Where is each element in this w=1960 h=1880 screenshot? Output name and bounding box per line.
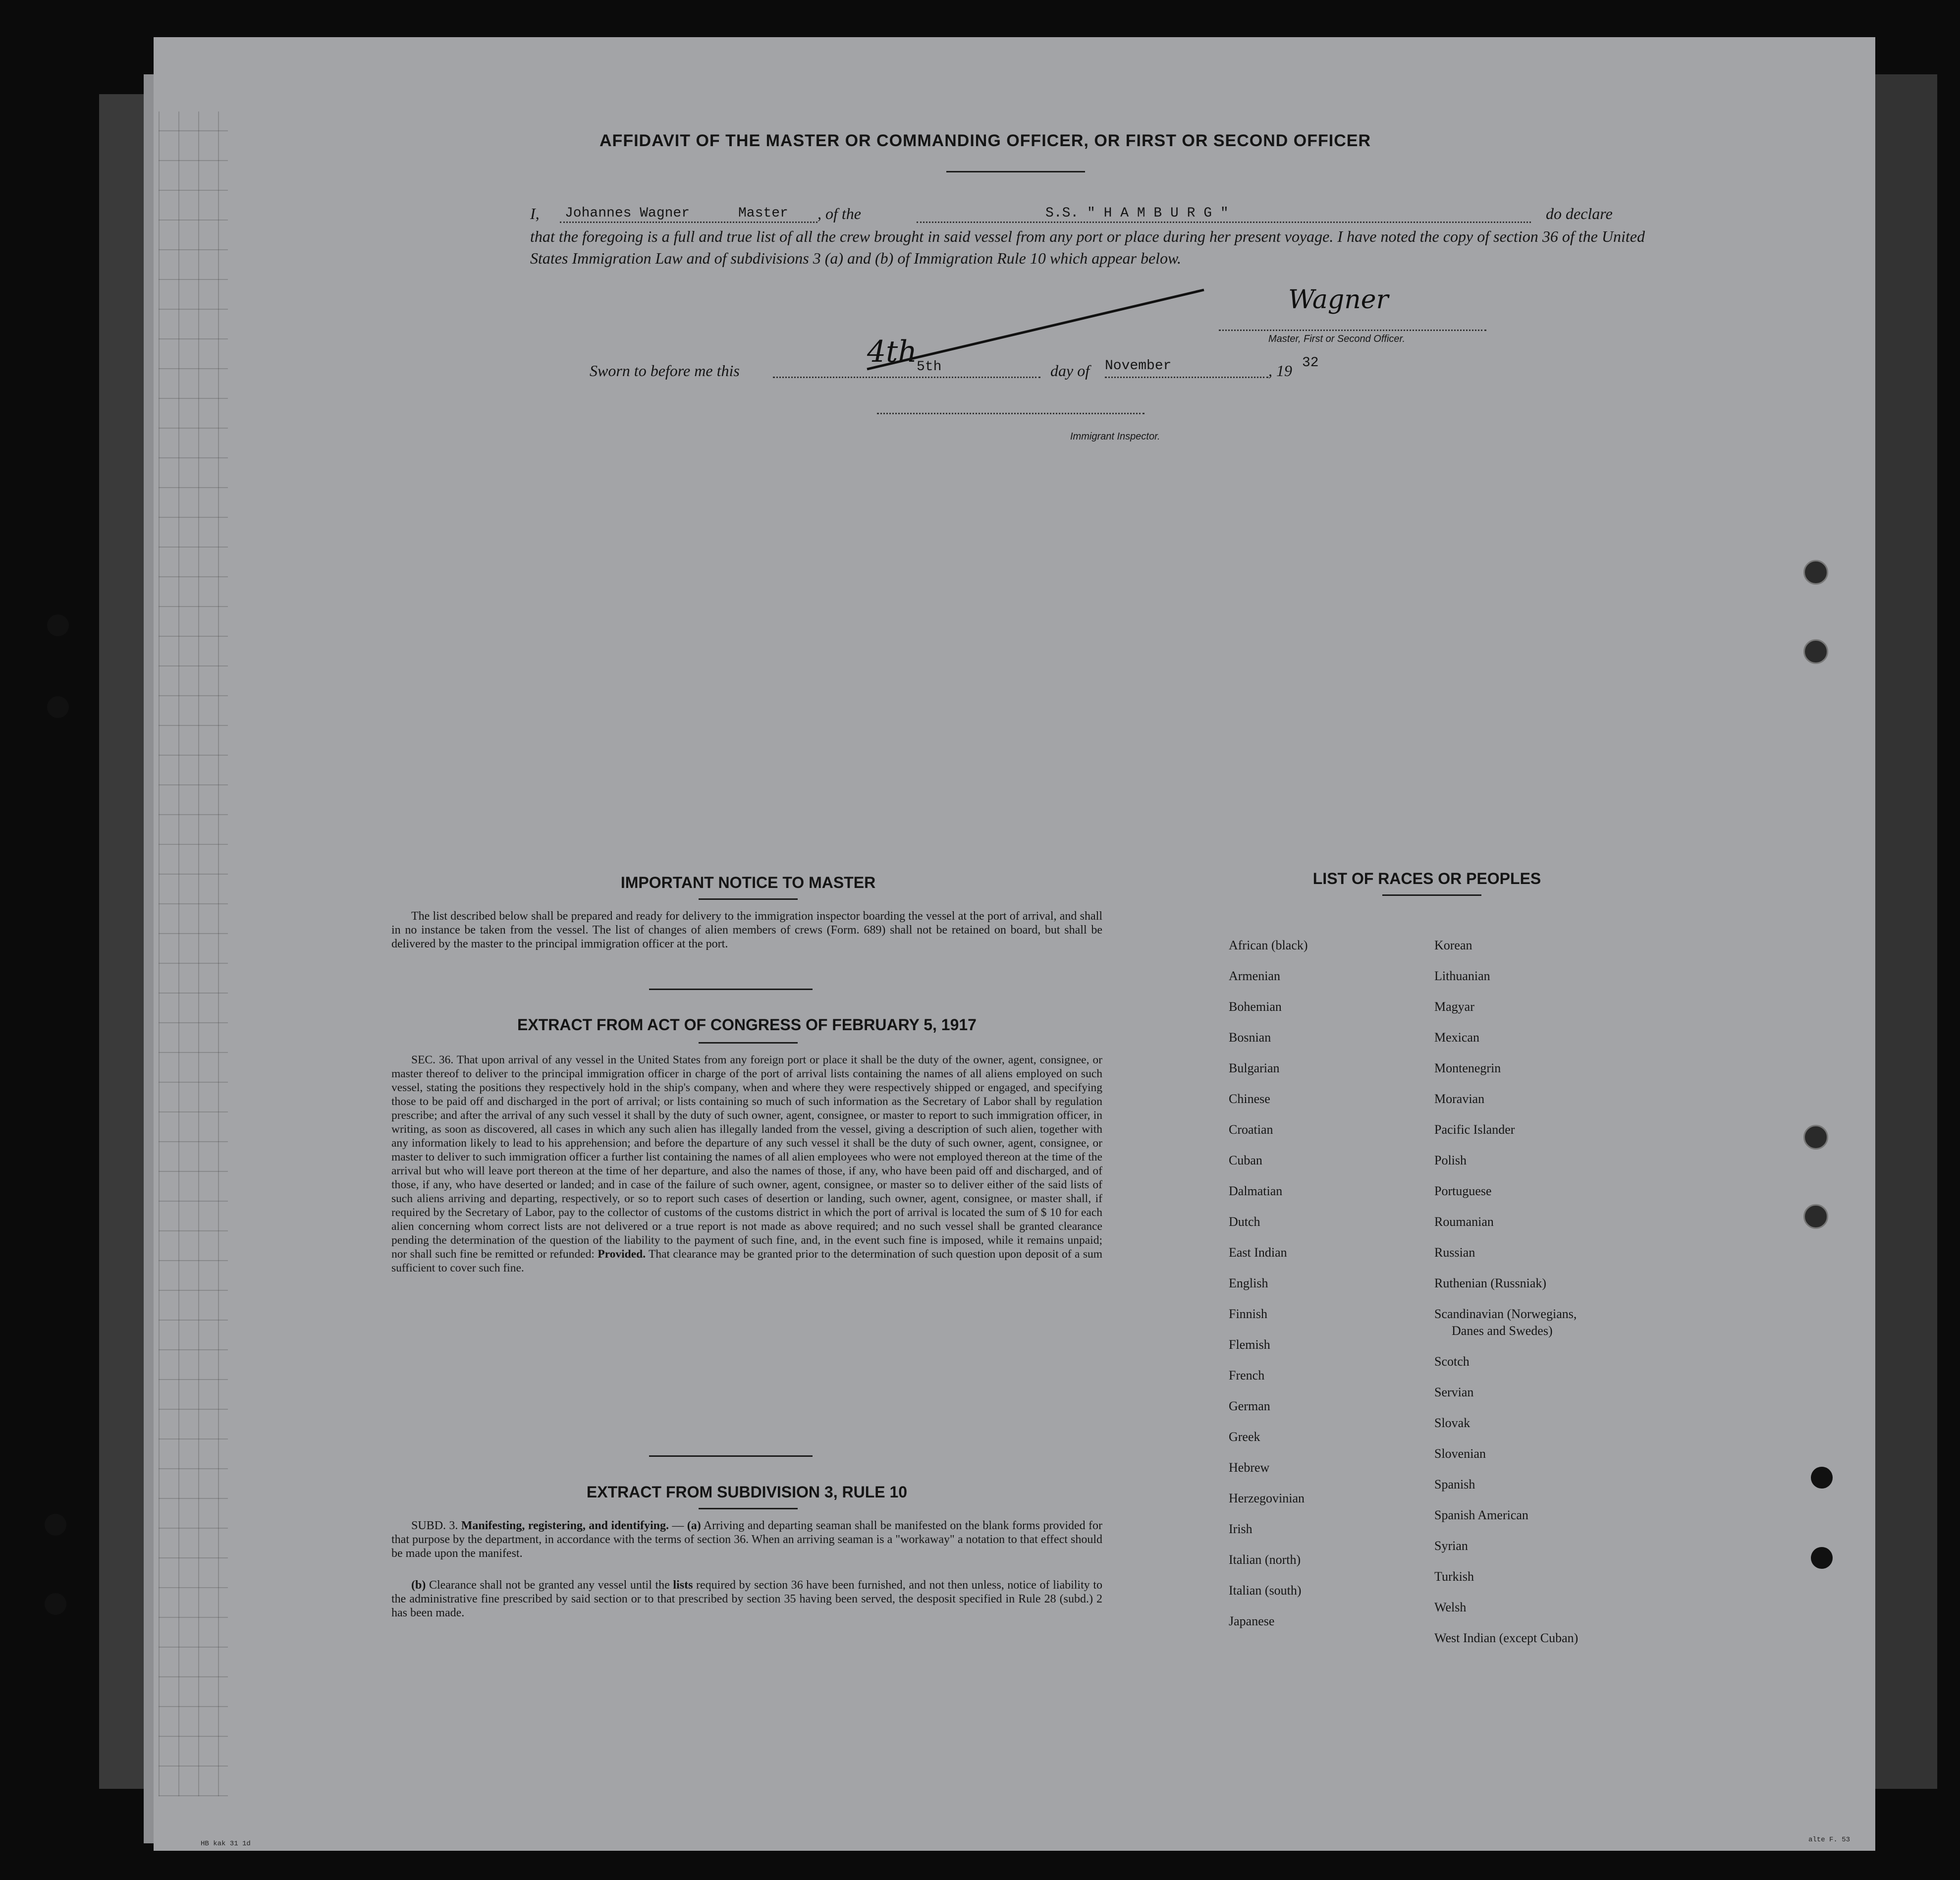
do-declare-label: do declare — [1546, 205, 1613, 222]
title-rule — [946, 171, 1085, 172]
rule-a-marker: (a) — [687, 1519, 701, 1532]
rule-a-heading: Manifesting, registering, and identifying. — [461, 1519, 669, 1532]
rule-title: EXTRACT FROM SUBDIVISION 3, RULE 10 — [586, 1483, 908, 1501]
race-item: Roumanian — [1434, 1215, 1494, 1229]
race-item: Italian (north) — [1229, 1552, 1301, 1567]
race-item: African (black) — [1229, 938, 1308, 952]
race-item: Chinese — [1229, 1092, 1270, 1106]
rule-b-lists: lists — [673, 1579, 693, 1592]
affidavit-body: that the foregoing is a full and true list of all the crew brought in said vessel from any port or place during her present voyage. I have noted the copy of section 36 of the United States Immigration Law and of subdivisions 3 (a) and (b) of Immigration Rule 10 which appear below. — [530, 227, 1645, 267]
rule-a-body: Arriving and departing seaman shall be manifested on the blank forms provided for that purpose by the department, in accordance with the terms of section 36. When an arriving seaman is a "workaway" a notation to that effect should be made upon the manifest. — [391, 1519, 1103, 1560]
race-item: Danes and Swedes) — [1452, 1324, 1553, 1338]
ledger-grid — [159, 111, 228, 1796]
day-of-label: day of — [1050, 362, 1090, 380]
signature-caption: Master, First or Second Officer. — [1268, 333, 1406, 344]
punch-hole — [47, 614, 69, 636]
act-title: EXTRACT FROM ACT OF CONGRESS OF FEBRUARY 5, 1917 — [517, 1016, 977, 1034]
footer-left-code: HB kak 31 1d — [201, 1840, 251, 1848]
race-item: Finnish — [1229, 1307, 1268, 1321]
affidavit-title: AFFIDAVIT OF THE MASTER OR COMMANDING OFFICER, OR FIRST OR SECOND OFFICER — [599, 131, 1371, 150]
race-item: Bohemian — [1229, 999, 1282, 1014]
races-rule — [1382, 894, 1481, 896]
race-item: Flemish — [1229, 1337, 1270, 1352]
act-provided: Provided. — [598, 1248, 646, 1261]
race-item: English — [1229, 1276, 1268, 1290]
sworn-label: Sworn to before me this — [590, 362, 740, 380]
race-item: Dalmatian — [1229, 1184, 1283, 1198]
inspector-line — [877, 413, 1144, 414]
race-item: Scotch — [1434, 1354, 1470, 1369]
vessel-line — [917, 221, 1531, 223]
act-rule — [699, 1042, 798, 1044]
race-item: Spanish — [1434, 1477, 1475, 1492]
race-item: Herzegovinian — [1229, 1491, 1305, 1505]
race-item: Russian — [1434, 1245, 1475, 1260]
act-text-end: That clearance may be granted prior to the determination of such question upon deposit of a sum sufficient to cover such fine. — [391, 1248, 1103, 1274]
race-item: Servian — [1434, 1385, 1474, 1399]
notice-rule — [699, 898, 798, 900]
race-item: West Indian (except Cuban) — [1434, 1631, 1579, 1645]
race-item: East Indian — [1229, 1245, 1287, 1260]
sworn-year: 32 — [1302, 355, 1319, 371]
inspector-caption: Immigrant Inspector. — [1070, 431, 1160, 442]
officer-signature: Wagner — [1288, 285, 1389, 315]
punch-hole — [47, 696, 69, 718]
race-item: Turkish — [1434, 1569, 1474, 1584]
affidavit-prefix: I, — [530, 205, 540, 222]
race-item: Ruthenian (Russniak) — [1434, 1276, 1547, 1290]
race-item: Lithuanian — [1434, 969, 1490, 983]
sworn-day-overwrite: 4th — [867, 334, 917, 369]
race-item: Dutch — [1229, 1215, 1260, 1229]
race-item: French — [1229, 1368, 1265, 1382]
race-item: Italian (south) — [1229, 1583, 1302, 1598]
notice-title: IMPORTANT NOTICE TO MASTER — [620, 874, 876, 891]
race-item: Spanish American — [1434, 1508, 1528, 1522]
rule-rule — [699, 1508, 798, 1509]
name-line — [560, 221, 817, 223]
race-item: Korean — [1434, 938, 1472, 952]
races-title: LIST OF RACES OR PEOPLES — [1312, 870, 1541, 887]
document-page — [154, 37, 1875, 1851]
master-name: Johannes Wagner — [565, 206, 690, 221]
notice-body: The list described below shall be prepared and ready for delivery to the immigration inspector boarding the vessel at the port of arrival, and shall in no instance be taken from the vessel. The list of changes of alien members of crews (Form. 689) shall not be retained on board, but shall be delivered by the master to the principal immigration officer at the port. — [391, 910, 1102, 950]
race-item: Magyar — [1434, 999, 1474, 1014]
act-body — [391, 1053, 1102, 1275]
master-rank: Master — [738, 206, 788, 221]
race-item: Armenian — [1229, 969, 1280, 983]
punch-hole — [1811, 1467, 1833, 1489]
notice-divider — [649, 989, 813, 990]
race-item: Scandinavian (Norwegians, — [1434, 1307, 1577, 1321]
sworn-month: November — [1105, 358, 1172, 374]
punch-hole — [45, 1593, 66, 1615]
year-prefix: , 19 — [1268, 362, 1292, 380]
of-the-label: , of the — [817, 205, 861, 222]
rule-b-body1: Clearance shall not be granted any vessel until the — [429, 1579, 670, 1592]
act-divider — [649, 1455, 813, 1457]
race-item: Irish — [1229, 1522, 1252, 1536]
race-item: Moravian — [1434, 1092, 1485, 1106]
vessel-name: S.S. " H A M B U R G " — [1045, 206, 1229, 221]
punch-hole — [1803, 639, 1828, 664]
punch-hole — [1803, 1125, 1828, 1150]
punch-hole — [1803, 560, 1828, 585]
rule-a-lead: SUBD. 3. — [411, 1519, 458, 1532]
rule-sub-a: SUBD. 3. Manifesting, registering, and identifying. — (a) Arriving and departing seaman shall be manifested on the blank forms provided for that purpose by the department, in accordance with the terms of section 36. When an arriving seaman is a "workaway" a notation to that effect should be made upon the manifest. — [391, 1519, 1103, 1560]
race-item: Hebrew — [1229, 1460, 1270, 1475]
race-item: Bosnian — [1229, 1030, 1271, 1045]
rule-b-marker: (b) — [411, 1579, 426, 1592]
race-item: Pacific Islander — [1434, 1122, 1515, 1137]
race-item: Slovak — [1434, 1416, 1470, 1430]
race-item: Montenegrin — [1434, 1061, 1501, 1075]
race-item: Croatian — [1229, 1122, 1273, 1137]
race-item: Japanese — [1229, 1614, 1275, 1628]
race-item: Bulgarian — [1229, 1061, 1280, 1075]
race-item: Mexican — [1434, 1030, 1479, 1045]
punch-hole — [1803, 1204, 1828, 1229]
signature-line — [1219, 330, 1486, 331]
rule-b-body2: required by section 36 have been furnished, and not then unless, notice of liability to the administrative fine prescribed by said section or to that prescribed by section 35 having been served, the desposit specified in Rule 28 (subd.) 2 has been made. — [391, 1579, 1103, 1619]
race-item: German — [1229, 1399, 1270, 1413]
act-text: SEC. 36. That upon arrival of any vessel in the United States from any foreign port or place it shall be the duty of the owner, agent, consignee, or master thereof to deliver to the principal immigration officer in charge of the port of arrival lists containing the names of all aliens employed on such vessel, stating the positions they respectively hold in the ship's company, when and where they were respectively shipped or engaged, and specifying those to be paid off and discharged in the port of arrival; or lists containing so much of such information as the Secretary of Labor shall by regulation prescribe; and after the arrival of any such vessel it shall by the duty of such owner, agent, consignee, or master to report to such immigration officer, in writing, as soon as discovered, all cases in which any such alien has illegally landed from the vessel, giving a description of such alien, together with any information likely to lead to his apprehension; and before the departure of any such vessel it shall be the duty of such owner, agent, consignee, or master to deliver to such immigration officer a further list containing the names of all alien employees who were not employed thereon at the time of the arrival but who will leave port thereon at the time of her departure, and also the names of those, if any, who have been paid off and discharged, and of those, if any, who have deserted or landed; and in case of the failure of such owner, agent, consignee, or master so to deliver either of the said lists of such aliens arriving and departing, respectively, or so to report such cases of desertion or landing, such owner, agent, consignee, or master shall, if required by the Secretary of Labor, pay to the collector of customs of the customs district in which the port of arrival is located the sum of $ 10 for each alien concerning whom correct lists are not delivered or a true report is not made as above required; and no such vessel shall be granted clearance pending the determination of the question of the liability to the payment of such fine, and, in the event such fine is imposed, while it remains unpaid; nor shall such fine be remitted or refunded: — [391, 1053, 1102, 1261]
race-item: Slovenian — [1434, 1446, 1486, 1461]
punch-hole — [1811, 1547, 1833, 1569]
race-item: Welsh — [1434, 1600, 1467, 1614]
race-item: Portuguese — [1434, 1184, 1492, 1198]
race-item: Syrian — [1434, 1539, 1468, 1553]
sworn-day: 5th — [917, 359, 942, 375]
sworn-day-line — [773, 377, 1040, 378]
race-item: Polish — [1434, 1153, 1467, 1167]
race-item: Cuban — [1229, 1153, 1262, 1167]
punch-hole — [45, 1514, 66, 1536]
rule-sub-b — [391, 1578, 1102, 1620]
race-item: Greek — [1229, 1430, 1260, 1444]
sworn-month-line — [1105, 377, 1268, 378]
footer-right-code: alte F. 53 — [1808, 1836, 1851, 1844]
